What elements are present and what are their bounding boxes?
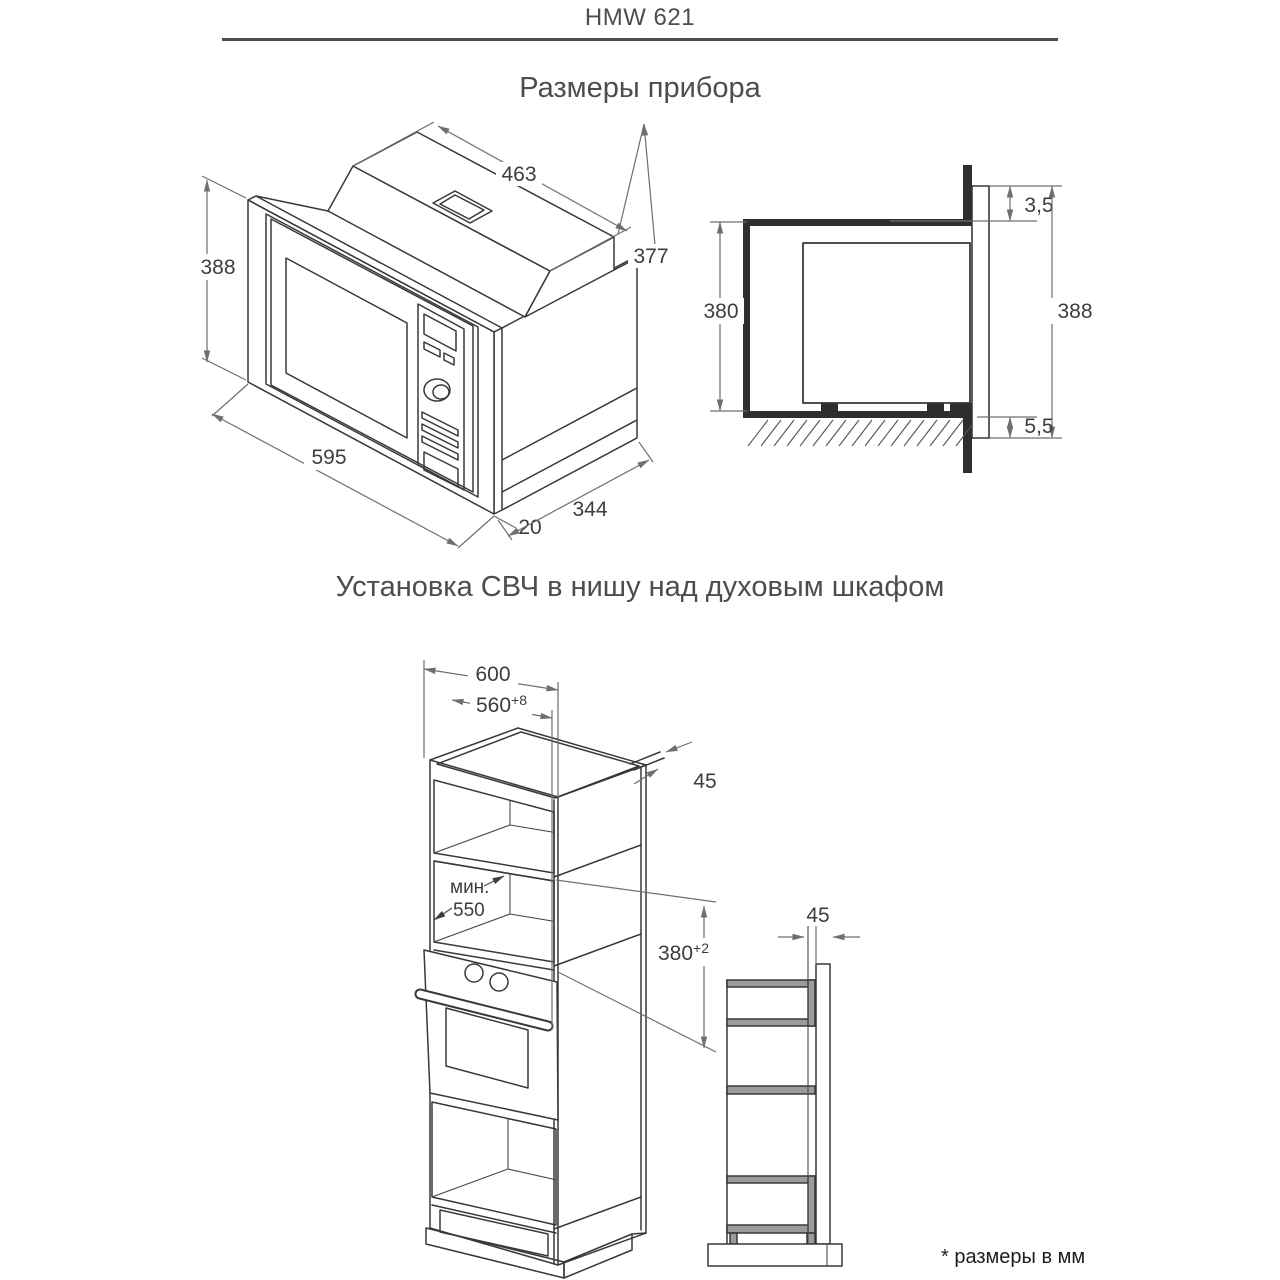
dim-device-depth: 344 <box>572 498 608 521</box>
dim-total-height: 388 <box>1057 300 1093 323</box>
page-title: HMW 621 <box>584 4 696 31</box>
title-divider <box>222 38 1058 41</box>
figure-cabinet-isometric <box>408 640 738 1280</box>
base-slab <box>708 1244 842 1266</box>
footnote: * размеры в мм <box>941 1246 1086 1268</box>
dim-niche-width-tol: +8 <box>511 692 528 708</box>
dim-rear-rail: 45 <box>693 770 717 793</box>
front-bezel-section <box>972 186 989 438</box>
oven-knob-icon <box>490 973 508 991</box>
dim-top-gap: 3,5 <box>1024 194 1054 217</box>
hatching <box>748 420 972 446</box>
dim-cassette-height: 377 <box>633 245 669 268</box>
wall-panel <box>816 964 830 1244</box>
figure-side-view <box>700 880 970 1280</box>
side-cabinet <box>727 980 815 1244</box>
dim-min-depth: 550 <box>453 900 485 921</box>
dim-device-width: 595 <box>311 446 347 469</box>
dim-niche-height: 380 <box>703 300 739 323</box>
dim-niche-width: 560 <box>476 694 512 717</box>
built-in-oven <box>420 950 558 1120</box>
dim-bottom-gap: 5,5 <box>1024 415 1054 438</box>
side-dimensions <box>778 904 860 937</box>
dim-cabinet-width: 600 <box>475 663 511 686</box>
dim-niche-height-tol: +2 <box>693 940 710 956</box>
section-title-dimensions: Размеры прибора <box>519 72 761 104</box>
figure-device-isometric <box>178 108 688 558</box>
oven-knob-icon <box>465 964 483 982</box>
dim-cassette-width: 463 <box>501 163 537 186</box>
dim-niche-height-install: 380 <box>658 942 694 965</box>
label-min: мин. <box>450 877 490 898</box>
microwave-body-section <box>803 243 970 403</box>
dim-device-height: 388 <box>200 256 236 279</box>
dim-panel-thickness: 20 <box>518 516 542 539</box>
figure-cross-section <box>690 140 1100 480</box>
section-title-installation: Установка СВЧ в нишу над духовым шкафом <box>335 571 945 603</box>
dim-wall-gap: 45 <box>806 904 830 927</box>
